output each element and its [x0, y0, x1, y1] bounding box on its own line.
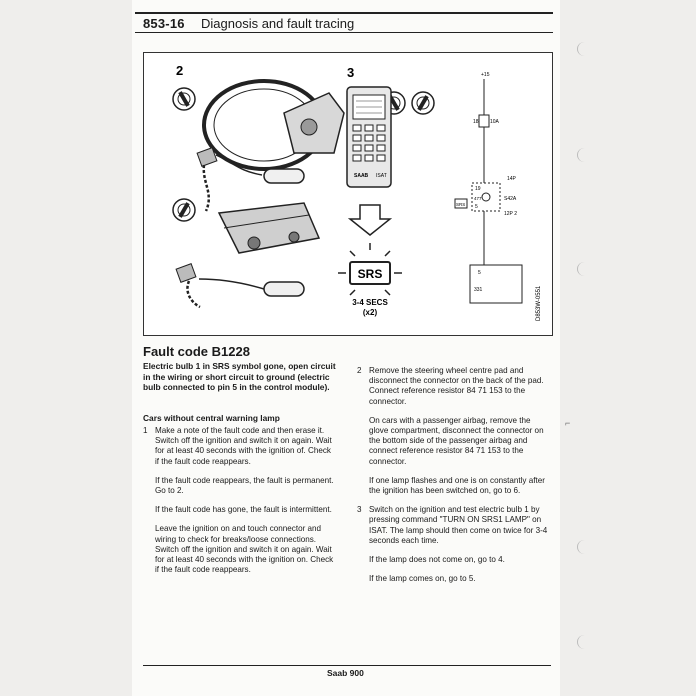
left-column [143, 426, 335, 575]
diagnostic-figure [143, 52, 553, 336]
isat-model: ISAT [376, 173, 387, 179]
arrow-down-icon [350, 205, 390, 235]
step-text: Make a note of the fault code and then erase it. Switch off the ignition and switch it on again. Wait for at least 40 seconds with the ignition of. Check if the fault code reappears. [155, 426, 332, 466]
module-code: 331 [474, 287, 483, 293]
srs-caption-count: (x2) [362, 308, 378, 317]
fault-description: Electric bulb 1 in SRS symbol gone, open circuit in the wiring or short circuit to ground (electric bulb connected to pin 5 in the control module). [143, 361, 336, 392]
paragraph: If one lamp flashes and one is on constantly after the ignition has been switched on, go to 6. [369, 475, 545, 496]
connector-plug-illustration [176, 264, 264, 307]
step-3 [357, 505, 549, 546]
wire-supply-label: +15 [481, 72, 490, 78]
footer-rule [143, 665, 551, 666]
paragraph: If the lamp does not come on, go to 4. [369, 555, 505, 565]
binder-hole [577, 262, 592, 276]
paragraph: If the lamp comes on, go to 5. [369, 574, 476, 584]
paragraph: On cars with a passenger airbag, remove the glove compartment, disconnect the connector on the bottom side of the passenger airbag and connect reference resistor 84 71 153 to the connector. [369, 415, 544, 466]
reference-resistor-icon [264, 169, 304, 183]
step-1 [143, 426, 335, 467]
ignition-lock-icon [173, 199, 195, 221]
panel-label-3: 3 [347, 65, 355, 80]
step-text: Switch on the ignition and test electric bulb 1 by pressing command "TURN ON SRS1 LAMP" on ISAT. The lamp should then come on twice for 3-4 seconds each time. [369, 505, 548, 545]
header-rule-bottom [135, 32, 553, 33]
step-number: 2 [357, 366, 362, 375]
fuse-number: 18 [473, 119, 479, 125]
binder-hole [577, 540, 592, 554]
fault-code-title: Fault code B1228 [143, 344, 250, 359]
page-title: Diagnosis and fault tracing [201, 16, 355, 31]
step-number: 3 [357, 505, 362, 515]
panel-label-2: 2 [176, 63, 184, 78]
paragraph: If the fault code reappears, the fault is permanent. Go to 2. [155, 475, 334, 496]
subheading: Cars without central warning lamp [143, 413, 280, 423]
wire-label-a: S42A [504, 196, 517, 202]
srs-wiring-label: SRS [456, 202, 466, 207]
lamp-number: 477 [474, 196, 482, 201]
binder-hole [577, 42, 592, 56]
isat-brand: SAAB [354, 173, 369, 179]
step-number: 1 [143, 426, 148, 435]
passenger-airbag-illustration [219, 203, 319, 253]
footer-label: Saab 900 [327, 668, 364, 678]
fuse-rating: 10A [490, 119, 499, 125]
steering-wheel-illustration [204, 81, 344, 169]
connector-number: 19 [475, 186, 481, 192]
reference-resistor-icon [264, 282, 304, 296]
figure-code: D853W-0551 [536, 285, 542, 321]
right-column [357, 366, 549, 584]
binder-hole [577, 635, 592, 649]
wire-top-code: 14P [507, 176, 516, 182]
paragraph: If the fault code has gone, the fault is intermittent. [155, 505, 332, 515]
header-rule-top [135, 12, 553, 14]
paragraph: Leave the ignition on and touch connector and wiring to check for breaks/loose connections. Switch off the ignition and switch it on again. Wait for at least 40 seconds with the ignition on. Check if the fault code reappears. [155, 524, 334, 575]
ignition-lock-icon [173, 88, 195, 110]
isat-tester-illustration [347, 87, 391, 187]
module-pin: 5 [478, 270, 481, 276]
step-text: Remove the steering wheel centre pad and disconnect the connector on the back of the pad. Connect reference resistor 84 71 153 to the connector. [369, 366, 544, 406]
wiring-diagram [455, 79, 522, 303]
srs-caption-duration: 3-4 SECS [352, 298, 388, 307]
srs-lamp-text: SRS [357, 267, 383, 281]
page-number: 853-16 [143, 16, 185, 31]
binder-hole [577, 148, 592, 162]
page-edge-mark: ⌐ [565, 418, 571, 428]
step-2 [357, 366, 549, 407]
lamp-connector-pin: 5 [475, 204, 478, 210]
wire-label-b: 12P 2 [504, 211, 517, 217]
ignition-lock-icon [412, 92, 434, 114]
connector-plug-illustration [197, 148, 262, 211]
